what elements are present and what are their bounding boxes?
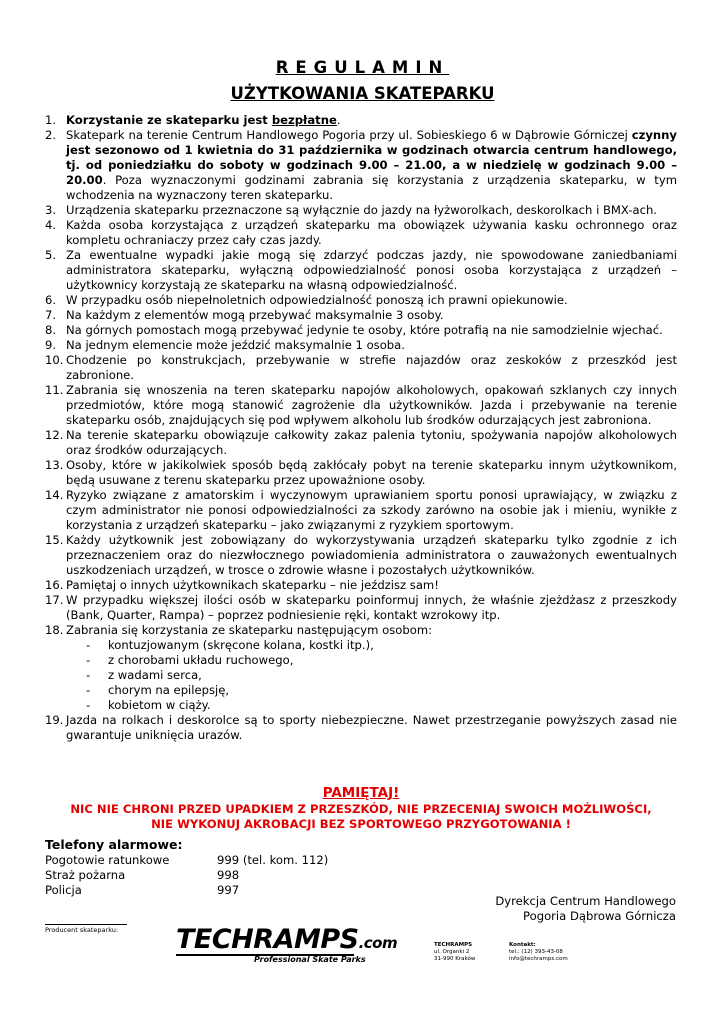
rule-text-part: Chodzenie po konstrukcjach, przebywanie w strefie najazdów oraz zeskoków z przeszkód jest zabronione. (66, 353, 677, 382)
phone-name: Straż pożarna (45, 868, 126, 882)
rule-item (45, 128, 677, 203)
sub-list-item (66, 668, 677, 683)
rule-number: 14. (45, 488, 64, 502)
rule-item (45, 353, 677, 383)
phone-row (45, 868, 328, 883)
rule-text-part: . Poza wyznaczonymi godzinami zabrania się korzystania z urządzenia skateparku, w tym wchodzenia na wyznaczony teren skateparku. (66, 173, 677, 202)
phone-name: Policja (45, 883, 82, 897)
document-subtitle: UŻYTKOWANIA SKATEPARKU (230, 84, 495, 103)
rule-number: 6. (45, 293, 57, 307)
rule-text-part: Na górnych pomostach mogą przebywać jedynie te osoby, które potrafią na nie samodzielnie wjechać. (66, 323, 663, 337)
rule-number: 3. (45, 203, 57, 217)
rule-item (45, 383, 677, 428)
sub-list (66, 638, 677, 713)
rule-text-part: bezpłatne (271, 113, 337, 127)
producer-label: Producent skateparku: (45, 926, 119, 934)
rule-text-part: czynny jest sezonowo od 1 kwietnia do 31 października w godzinach otwarcia centrum handlowego, tj. od poniedziałku do soboty w godzinach 9.00 – 21.00, a w niedzielę w godzinach 9.00 – 20.00 (66, 128, 677, 187)
rule-text-part: Na terenie skateparku obowiązuje całkowity zakaz palenia tytoniu, spożywania napojów alkoholowych oraz środków odurzających. (66, 428, 677, 457)
footer-divider (45, 924, 127, 925)
rule-text (66, 203, 677, 218)
address-city: 31-990 Kraków (434, 956, 476, 962)
document-title: REGULAMIN (275, 58, 450, 77)
rule-item (45, 578, 677, 593)
rule-number: 1. (45, 113, 57, 127)
rule-text (66, 113, 677, 128)
rule-text (66, 128, 677, 203)
rule-text-part: Każda osoba korzystająca z urządzeń skateparku ma obowiązek używania kasku ochronnego oraz kompletu ochraniaczy przez cały czas jazdy. (66, 218, 677, 247)
sub-list-dash: - (86, 638, 91, 652)
rule-text-part: Korzystanie ze skateparku jest (66, 113, 272, 127)
signature-block (495, 894, 676, 924)
contact-phone: tel.: (12) 393-43-08 (509, 949, 563, 955)
rule-text-part: Urządzenia skateparku przeznaczone są wyłącznie do jazdy na łyżworolkach, deskorolkach i BMX-ach. (66, 203, 657, 217)
rule-text-part: W przypadku osób niepełnoletnich odpowiedzialność ponoszą ich prawni opiekunowie. (66, 293, 568, 307)
rule-text-part: Ryzyko związane z amatorskim i wyczynowym uprawianiem sportu ponosi uprawiający, w związku z czym administrator nie ponosi odpowiedzialności za szkody zarówno na osobie jak i mieniu, wynikłe z korzystania z urządzeń skateparku – jako związanymi z ryzykiem sportowym. (66, 488, 677, 532)
rule-item (45, 488, 677, 533)
producer-address (434, 942, 475, 963)
rule-number: 5. (45, 248, 57, 262)
rule-text (66, 338, 677, 353)
rule-text-part: Jazda na rolkach i deskorolce są to sporty niebezpieczne. Nawet przestrzeganie powyższych zasad nie gwarantuje uniknięcia urazów. (66, 713, 677, 742)
sub-list-dash: - (86, 653, 91, 667)
rule-number: 7. (45, 308, 57, 322)
sub-list-text: kontuzjowanym (skręcone kolana, kostki itp.), (108, 638, 374, 652)
producer-contact (509, 942, 568, 963)
sub-list-text: z chorobami układu ruchowego, (108, 653, 294, 667)
sub-list-item (66, 698, 677, 713)
rule-text-part: Zabrania się wnoszenia na teren skateparku napojów alkoholowych, opakowań szklanych czy innych przedmiotów, które mogą stanowić zagrożenie dla użytkowników. Jazda i przebywanie na terenie skateparku osób, znajdujących się pod wpływem alkoholu lub środków odurzających jest zabroniona. (66, 383, 677, 427)
rule-text-part: W przypadku większej ilości osób w skateparku poinformuj innych, że właśnie zjeżdżasz z przeszkody (Bank, Quarter, Rampa) – poprzez podniesienie ręki, kontakt wzrokowy itp. (66, 593, 677, 622)
rule-item (45, 308, 677, 323)
rule-text-part: Na jednym elemencie może jeździć maksymalnie 1 osoba. (66, 338, 405, 352)
sub-list-dash: - (86, 668, 91, 682)
rule-number: 13. (45, 458, 64, 472)
rule-number: 10. (45, 353, 64, 367)
warning-line-2: NIE WYKONUJ AKROBACJI BEZ SPORTOWEGO PRZYGOTOWANIA ! (151, 817, 571, 831)
rule-number: 2. (45, 128, 57, 142)
rule-text-part: Osoby, które w jakikolwiek sposób będą zakłócały pobyt na terenie skateparku innym użytkownikom, będą usuwane z terenu skateparku przez upoważnione osoby. (66, 458, 677, 487)
phones-title: Telefony alarmowe: (45, 837, 183, 852)
rule-number: 16. (45, 578, 64, 592)
rule-item (45, 713, 677, 743)
rule-text (66, 593, 677, 623)
sub-list-item (66, 653, 677, 668)
phone-number: 997 (217, 883, 240, 897)
rule-number: 12. (45, 428, 64, 442)
phone-number: 998 (217, 868, 240, 882)
rule-number: 18. (45, 623, 64, 637)
rule-item (45, 113, 677, 128)
rule-text-part: Każdy użytkownik jest zobowiązany do wykorzystywania urządzeń skateparku tylko zgodnie z ich przeznaczeniem oraz do niezwłocznego powiadomienia administratora o zauważonych ewentualnych uszkodzeniach urządzeń, w trosce o zdrowie własne i pozostałych użytkowników. (66, 533, 677, 577)
rule-text (66, 383, 677, 428)
logo-tagline: Professional Skate Parks (254, 955, 366, 964)
rule-item (45, 323, 677, 338)
rule-text (66, 293, 677, 308)
rule-item (45, 218, 677, 248)
signature-line-2: Pogoria Dąbrowa Górnicza (523, 909, 676, 923)
logo-wordmark: TECHRAMPS (176, 924, 359, 955)
contact-email: info@techramps.com (509, 956, 568, 962)
rule-text (66, 713, 677, 743)
rule-text (66, 218, 677, 248)
sub-list-dash: - (86, 698, 91, 712)
rule-text (66, 428, 677, 458)
sub-list-text: z wadami serca, (108, 668, 202, 682)
rule-text-part: Zabrania się korzystania ze skateparku następującym osobom: (66, 623, 433, 637)
emergency-phones (45, 837, 328, 898)
rule-text (66, 323, 677, 338)
rule-text (66, 488, 677, 533)
rule-number: 9. (45, 338, 57, 352)
rule-item (45, 623, 677, 713)
signature-line-1: Dyrekcja Centrum Handlowego (495, 894, 676, 908)
rule-text-part: . (336, 113, 341, 127)
rule-text-part: Na każdym z elementów mogą przebywać maksymalnie 3 osoby. (66, 308, 444, 322)
phone-row (45, 853, 328, 868)
address-name: TECHRAMPS (434, 942, 473, 948)
contact-label: Kontakt: (509, 942, 536, 948)
rule-item (45, 248, 677, 293)
rule-item (45, 593, 677, 623)
sub-list-text: kobietom w ciąży. (108, 698, 211, 712)
warning-block (45, 785, 677, 832)
rule-number: 15. (45, 533, 64, 547)
phone-number: 999 (tel. kom. 112) (217, 853, 329, 867)
techramps-logo (176, 924, 398, 966)
rule-number: 17. (45, 593, 64, 607)
warning-heading: PAMIĘTAJ! (322, 785, 400, 801)
logo-domain: .com (358, 934, 398, 952)
warning-line-1: NIC NIE CHRONI PRZED UPADKIEM Z PRZESZKÓD, NIE PRZECENIAJ SWOICH MOŻLIWOŚCI, (70, 802, 652, 816)
sub-list-text: chorym na epilepsję, (108, 683, 230, 697)
rule-item (45, 428, 677, 458)
sub-list-dash: - (86, 683, 91, 697)
rule-text-part: Za ewentualne wypadki jakie mogą się zdarzyć podczas jazdy, nie spowodowane zaniedbaniami administratora skateparku, wyłączną odpowiedzialność ponosi osoba korzystająca z urządzeń – użytkownicy korzystają ze skateparku na własną odpowiedzialność. (66, 248, 677, 292)
rule-item (45, 203, 677, 218)
rule-text (66, 308, 677, 323)
rule-text (66, 533, 677, 578)
rule-item (45, 293, 677, 308)
rule-text (66, 248, 677, 293)
rule-item (45, 458, 677, 488)
address-street: ul. Organki 2 (434, 949, 470, 955)
rule-number: 19. (45, 713, 64, 727)
rule-number: 4. (45, 218, 57, 232)
rule-text (66, 458, 677, 488)
sub-list-item (66, 638, 677, 653)
rule-text-part: Skatepark na terenie Centrum Handlowego Pogoria przy ul. Sobieskiego 6 w Dąbrowie Górniczej (66, 128, 632, 142)
rule-text-part: Pamiętaj o innych użytkownikach skateparku – nie jeździsz sam! (66, 578, 439, 592)
rule-text (66, 353, 677, 383)
sub-list-item (66, 683, 677, 698)
phone-name: Pogotowie ratunkowe (45, 853, 170, 867)
phone-row (45, 883, 328, 898)
rules-list (45, 113, 677, 743)
rule-number: 11. (45, 383, 64, 397)
rule-item (45, 338, 677, 353)
rule-number: 8. (45, 323, 57, 337)
rule-text (66, 623, 677, 713)
rule-item (45, 533, 677, 578)
rule-text (66, 578, 677, 593)
